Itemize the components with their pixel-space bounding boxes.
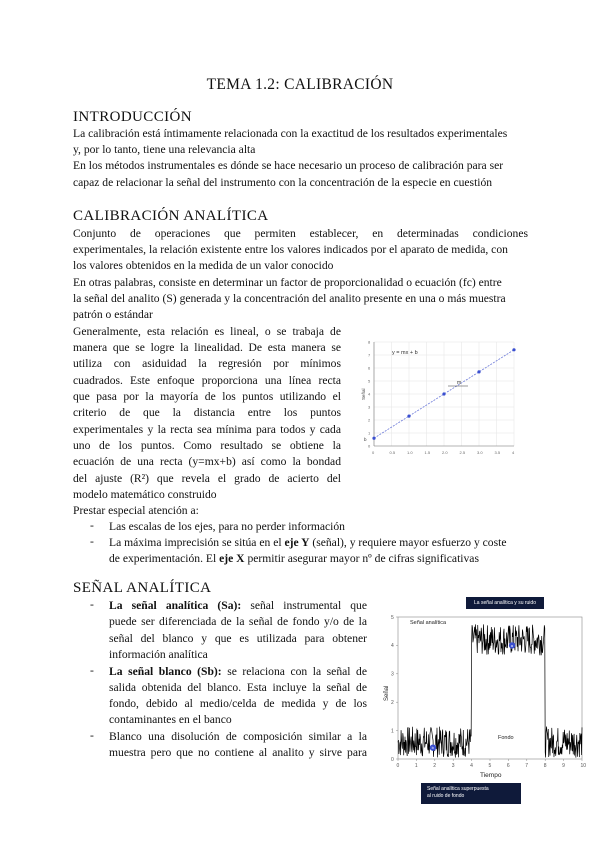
- x-tick-label: 5: [488, 763, 492, 769]
- signal-caption-line-1: Señal analítica superpuesta: [427, 786, 489, 792]
- signal-caption-line-2: al ruido de fondo: [427, 793, 465, 799]
- calib-p3-line-7: experimentales y la recta sea mínima para todos y cada: [73, 423, 341, 436]
- x-tick-label: 3.5: [494, 450, 501, 455]
- signal-banner: La señal analítica y su ruido: [466, 597, 544, 609]
- y-tick-label: 2: [391, 700, 394, 706]
- time-axis-label: Tiempo: [480, 772, 502, 779]
- x-tick-label: 4: [470, 763, 473, 769]
- senal-item-2-line-1: La señal blanco (Sb): se relaciona con la señal de: [109, 665, 367, 678]
- calib-p2-line-3: patrón o estándar: [73, 308, 153, 321]
- x-tick-label: 2.0: [442, 450, 448, 455]
- y-tick-label: 0: [368, 443, 371, 449]
- y-tick-label: 2: [368, 417, 371, 423]
- senal-item-1-line-2: puede ser diferenciada de la señal de fondo y/o de la: [109, 615, 367, 628]
- calib-p3-line-11: modelo matemático construido: [73, 488, 217, 501]
- regression-chart: [360, 334, 522, 460]
- calib-p1-line-1: Conjunto de operaciones que permiten establecer, en determinadas condiciones: [73, 227, 528, 240]
- senal-item-2-line-4: contaminantes en el banco: [109, 713, 232, 726]
- x-tick-label: 1.5: [424, 450, 431, 455]
- x-tick-label: 2.5: [459, 450, 466, 455]
- x-tick-label: 7: [525, 763, 529, 769]
- intro-line-1: La calibración está íntimamente relacionada con la exactitud de los resultados experimentales: [73, 127, 508, 140]
- senal-item-3-line-1: Blanco una disolución de composición similar a la: [109, 730, 367, 743]
- attention-item-1: Las escalas de los ejes, para no perder información: [109, 520, 345, 533]
- x-tick-label: 9: [562, 763, 565, 769]
- x-tick-label: 4: [512, 450, 515, 455]
- intro-line-2: y, por lo tanto, tiene una relevancia alta: [73, 143, 256, 156]
- attention-line: Prestar especial atención a:: [73, 504, 199, 517]
- intro-line-4: capaz de relacionar la señal del instrumento con la concentración de la especie en cuestión: [73, 176, 493, 189]
- y-tick-label: 3: [391, 671, 394, 678]
- y-tick-label: 5: [368, 378, 371, 384]
- intro-heading: INTRODUCCIÓN: [73, 109, 192, 125]
- x-tick-label: 6: [506, 763, 510, 769]
- calib-p3-line-10: del ajuste (R²) que revela el grado de acierto del: [73, 472, 341, 485]
- signal-axis-label: Señal: [384, 685, 390, 701]
- intro-line-3: En los métodos instrumentales es dónde se hace necesario un proceso de calibración para ser: [73, 159, 504, 172]
- slope-label: m: [457, 380, 462, 386]
- page-title: TEMA 1.2: CALIBRACIÓN: [206, 76, 394, 93]
- background-label: Fondo: [498, 735, 514, 741]
- x-tick-label: 0.5: [389, 450, 396, 455]
- signal-marker-label: b: [431, 745, 434, 751]
- y-tick-label: 5: [391, 614, 394, 621]
- regression-y-label: Señal: [361, 388, 366, 400]
- data-point: [512, 348, 515, 351]
- y-tick-label: 7: [368, 352, 371, 358]
- senal-item-2-line-2: salida obtenida del blanco. Esta incluye la señal de: [109, 681, 367, 694]
- calib-p3-line-9: ecuación de una recta (y=mx+b) así como la bondad: [73, 455, 341, 468]
- equation-label: y = mx + b: [392, 350, 418, 356]
- x-tick-label: 0: [396, 763, 400, 769]
- signal-caption-box: [421, 783, 521, 804]
- senal-item-2-line-3: fondo, debido al medio/celda de medida y de los: [109, 697, 367, 710]
- calib-p1-line-2: experimentales, la relación existente entre los valores indicados por el aparato de medida, con: [73, 243, 508, 256]
- x-tick-label: 0: [372, 450, 375, 455]
- y-tick-label: 3: [368, 404, 371, 410]
- calib-p3-line-4: cuadrados. Este enfoque proporciona una línea recta: [73, 374, 341, 387]
- intercept-label: b: [364, 437, 367, 442]
- calib-heading: CALIBRACIÓN ANALÍTICA: [73, 208, 269, 224]
- calib-p3-line-2: manera que se logre la linealidad. De esta manera se: [73, 341, 341, 354]
- bullet-dash: -: [90, 664, 94, 677]
- y-tick-label: 0: [391, 756, 394, 763]
- data-point: [442, 392, 445, 395]
- bullet-dash: -: [90, 535, 94, 548]
- calib-p2-line-2: la señal del analito (S) generada y la concentración del analito presente en una o más muestra: [73, 292, 506, 305]
- senal-item-1-line-3: señal del blanco y que es utilizada para obtener: [109, 632, 367, 645]
- calib-p3-line-8: uno de los puntos. Como resultado se obtiene la: [73, 439, 341, 452]
- signal-analytic-label: Señal analítica: [410, 620, 447, 626]
- data-point: [407, 415, 410, 418]
- data-point: [372, 437, 375, 440]
- x-tick-label: 1.0: [407, 450, 413, 455]
- calib-p3-line-6: criterio de que la distancia entre los puntos: [73, 406, 341, 419]
- attention-item-2-line-2: de experimentación. El eje X permitir asegurar mayor nº de cifras significativas: [109, 552, 479, 565]
- x-tick-label: 2: [433, 763, 437, 769]
- x-tick-label: 8: [543, 763, 547, 769]
- senal-item-1-line-4: información analítica: [109, 648, 208, 661]
- y-tick-label: 4: [391, 643, 394, 650]
- x-tick-label: 3.0: [477, 450, 483, 455]
- calib-p3-line-5: que pasa por la mayoría de los puntos utilizando el: [73, 390, 341, 403]
- x-tick-label: 3: [451, 763, 455, 769]
- bullet-dash: -: [90, 519, 94, 532]
- calib-p3-line-1: Generalmente, esta relación es lineal, o se trabaja de: [73, 325, 341, 338]
- signal-noise-chart: [380, 611, 590, 781]
- senal-heading: SEÑAL ANALÍTICA: [73, 580, 212, 596]
- attention-item-2-line-1: La máxima imprecisión se sitúa en el eje Y (señal), y requiere mayor esfuerzo y coste: [109, 536, 507, 549]
- y-tick-label: 1: [391, 728, 394, 735]
- senal-item-1-line-1: La señal analítica (Sa): señal instrumental que: [109, 599, 367, 612]
- calib-p1-line-3: los valores obtenidos en la medida de un valor conocido: [73, 259, 334, 272]
- y-tick-label: 1: [368, 430, 371, 436]
- x-tick-label: 1: [414, 763, 418, 769]
- signal-marker-label: a: [510, 643, 514, 648]
- calib-p2-line-1: En otras palabras, consiste en determinar un factor de proporcionalidad o ecuación (fc) entre: [73, 276, 502, 289]
- y-tick-label: 6: [368, 365, 371, 371]
- bullet-dash: -: [90, 598, 94, 611]
- y-tick-label: 4: [368, 391, 371, 397]
- data-point: [477, 370, 480, 373]
- bullet-dash: -: [90, 729, 94, 742]
- senal-item-3-line-2: muestra pero que no contiene al analito y sirve para: [109, 746, 367, 759]
- y-tick-label: 8: [368, 339, 371, 345]
- calib-p3-line-3: utiliza con asiduidad la regresión por mínimos: [73, 357, 341, 370]
- x-tick-label: 10: [580, 763, 587, 769]
